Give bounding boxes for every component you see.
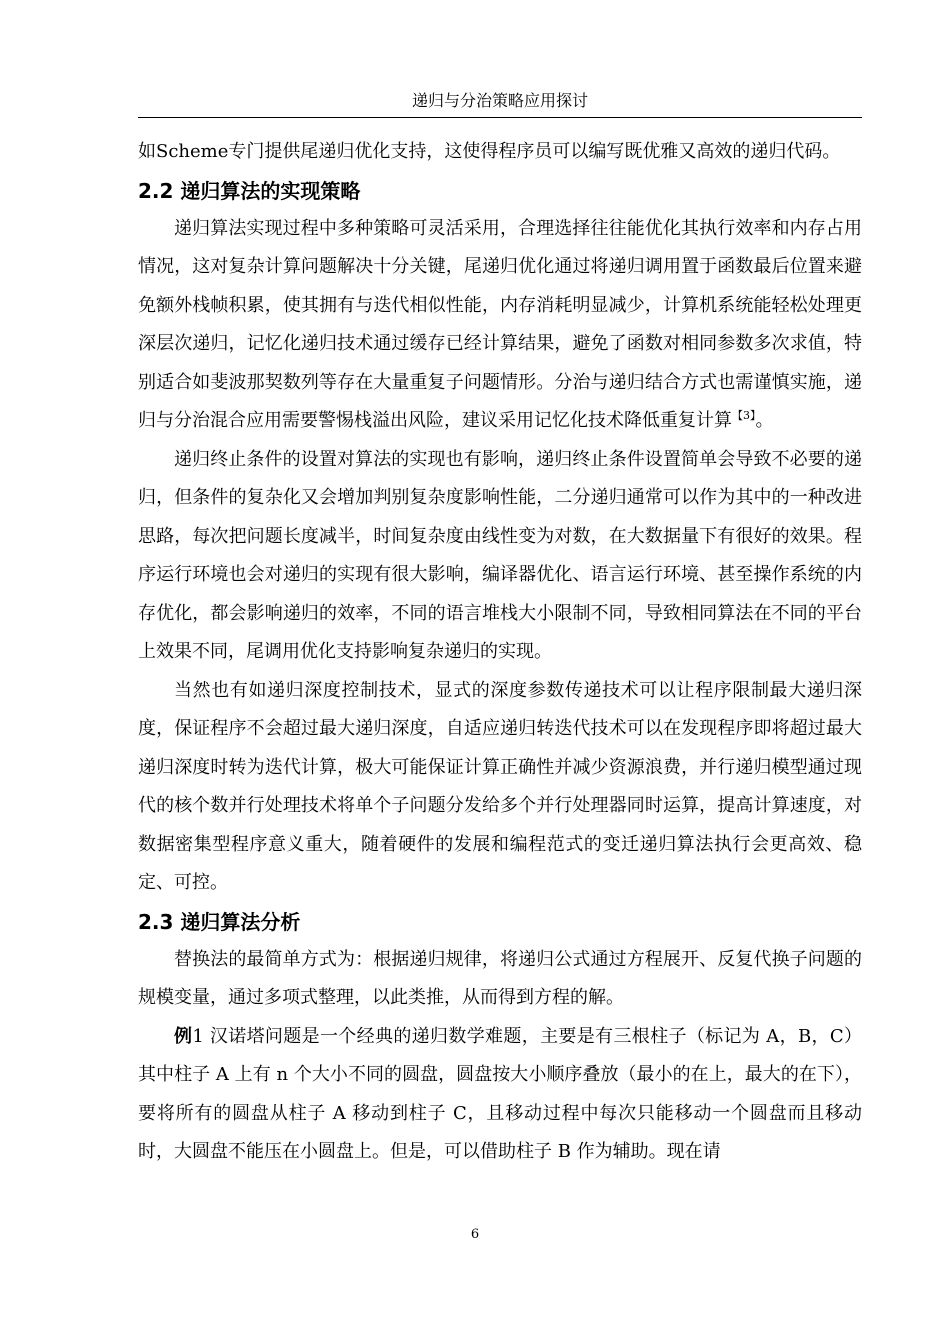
- paragraph-text: 递归算法实现过程中多种策略可灵活采用，合理选择往往能优化其执行效率和内存占用情况，这对复杂计算问题解决十分关键，尾递归优化通过将递归调用置于函数最后位置来避免额外栈帧积累，使其拥有与迭代相似性能，内存消耗明显减少，计算机系统能轻松处理更深层次递归，记忆化递归技术通过缓存已经计算结果，避免了函数对相同参数多次求值，特别适合如斐波那契数列等存在大量重复子问题情形。分治与递归结合方式也需谨慎实施，递归与分治混合应用需要警惕栈溢出风险，建议采用记忆化技术降低重复计算: [138, 217, 862, 431]
- header-rule: [138, 117, 862, 118]
- citation-ref[interactable]: 【3】: [732, 409, 756, 422]
- paragraph-continued: 如Scheme专门提供尾递归优化支持，这使得程序员可以编写既优雅又高效的递归代码。: [138, 141, 841, 162]
- paragraph-text: 1 汉诺塔问题是一个经典的递归数学难题，主要是有三根柱子（标记为 A，B，C）其中柱子 A 上有 n 个大小不同的圆盘，圆盘按大小顺序叠放（最小的在上，最大的在下），要将所有的圆盘从柱子 A 移动到柱子 C，且移动过程中每次只能移动一个圆盘而且移动时，大圆盘不能压在小圆盘上。但是，可以借助柱子 B 作为辅助。现在请: [138, 1025, 862, 1162]
- paragraph-substitution-method: 替换法的最简单方式为：根据递归规律，将递归公式通过方程展开、反复代换子问题的规模变量，通过多项式整理，以此类推，从而得到方程的解。: [138, 948, 862, 1008]
- section-heading-2-2: [138, 173, 862, 209]
- example-label: 例: [174, 1025, 193, 1047]
- running-header: 递归与分治策略应用探讨: [411, 91, 588, 110]
- paragraph-depth-control: 当然也有如递归深度控制技术，显式的深度参数传递技术可以让程序限制最大递归深度，保证程序不会超过最大递归深度，自适应递归转迭代技术可以在发现程序即将超过最大递归深度时转为迭代计算，极大可能保证计算正确性并减少资源浪费，并行递归模型通过现代的核个数并行处理技术将单个子问题分发给多个并行处理器同时运算，提高计算速度，对数据密集型程序意义重大，随着硬件的发展和编程范式的变迁递归算法执行会更高效、稳定、可控。: [138, 679, 862, 893]
- section-heading-2-3: [138, 904, 862, 940]
- paragraph-example-hanoi: [138, 1018, 862, 1172]
- paragraph-end: 。: [755, 410, 774, 431]
- paragraph-termination-conditions: 递归终止条件的设置对算法的实现也有影响，递归终止条件设置简单会导致不必要的递归，但条件的复杂化又会增加判别复杂度影响性能，二分递归通常可以作为其中的一种改进思路，每次把问题长度减半，时间复杂度由线性变为对数，在大数据量下有很好的效果。程序运行环境也会对递归的实现有很大影响，编译器优化、语言运行环境、甚至操作系统的内存优化，都会影响递归的效率，不同的语言堆栈大小限制不同，导致相同算法在不同的平台上效果不同，尾调用优化支持影响复杂递归的实现。: [138, 448, 862, 662]
- section-title: 递归算法分析: [180, 909, 301, 934]
- page-content: [138, 133, 862, 1172]
- section-number: 2.3: [138, 909, 174, 934]
- paragraph-implementation-strategies: [138, 210, 862, 441]
- section-title: 递归算法的实现策略: [180, 178, 361, 203]
- page-number: 6: [470, 1227, 480, 1242]
- section-number: 2.2: [138, 178, 174, 203]
